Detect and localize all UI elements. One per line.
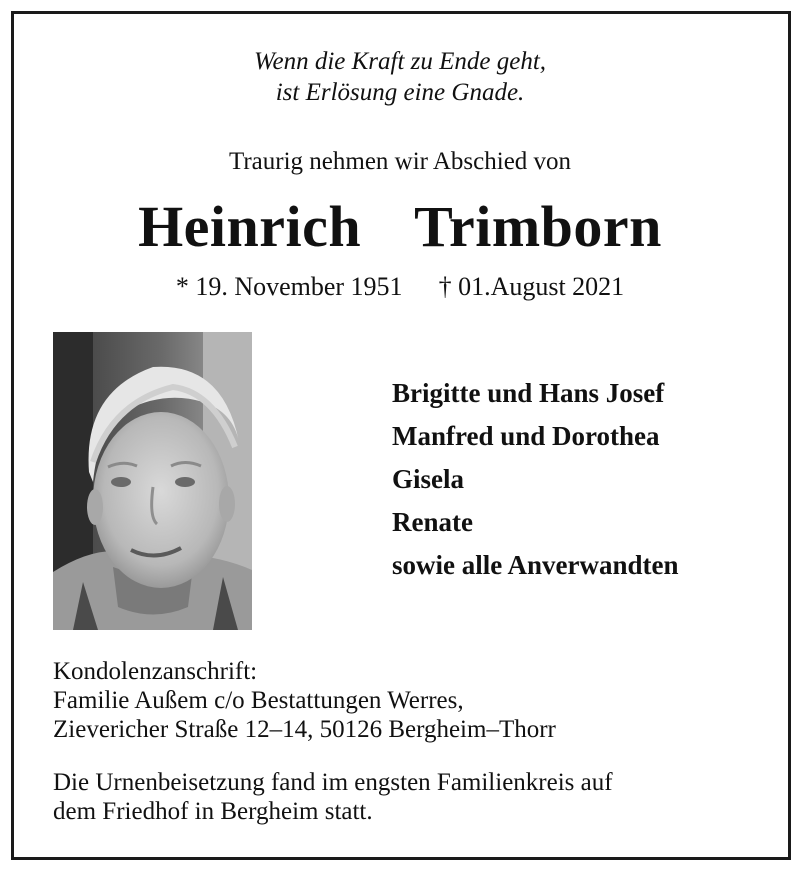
deceased-name: Heinrich Trimborn <box>138 194 662 259</box>
portrait-illustration <box>53 332 252 630</box>
relative-line: Brigitte und Hans Josef <box>392 378 665 408</box>
burial-note <box>53 768 613 826</box>
motto-line-1: Wenn die Kraft zu Ende geht, <box>253 48 547 75</box>
relative-line: Manfred und Dorothea <box>392 421 660 451</box>
relatives-list <box>392 372 679 587</box>
condolence-line-1: Familie Außem c/o Bestattungen Werres, <box>53 687 464 714</box>
relative-line: sowie alle Anverwandten <box>392 550 679 580</box>
relative-line: Renate <box>392 507 473 537</box>
burial-note-line-1: Die Urnenbeisetzung fand im engsten Familienkreis auf <box>53 769 613 796</box>
life-dates <box>0 272 800 302</box>
portrait-photo <box>53 332 252 630</box>
condolence-label: Kondolenzanschrift: <box>53 658 258 685</box>
relative-line: Gisela <box>392 464 464 494</box>
death-date: † 01.August 2021 <box>438 272 625 301</box>
intro-text: Traurig nehmen wir Abschied von <box>228 148 572 175</box>
condolence-address <box>53 657 556 744</box>
birth-date: * 19. November 1951 <box>175 272 403 301</box>
burial-note-line-2: dem Friedhof in Bergheim statt. <box>53 798 373 825</box>
motto-line-2: ist Erlösung eine Gnade. <box>275 79 525 106</box>
condolence-line-2: Zievericher Straße 12–14, 50126 Bergheim–Thorr <box>53 716 556 743</box>
motto <box>0 46 800 108</box>
